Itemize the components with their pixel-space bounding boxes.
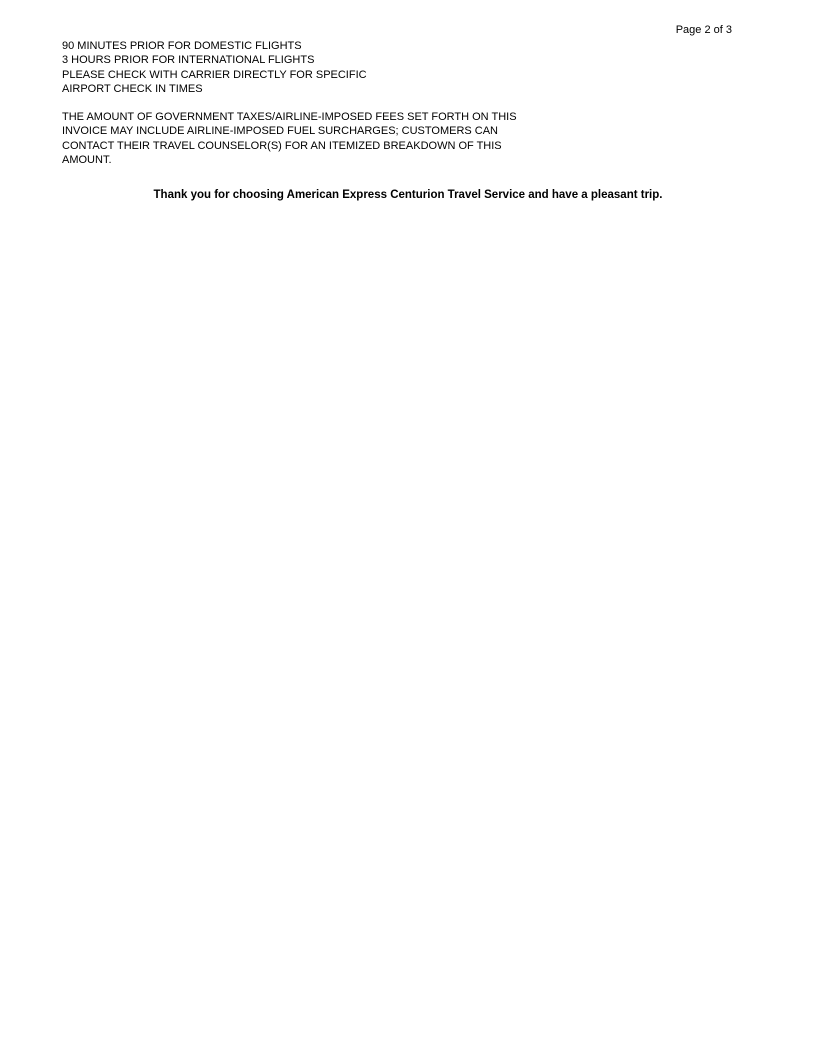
taxes-notice-line: CONTACT THEIR TRAVEL COUNSELOR(S) FOR AN ITEMIZED BREAKDOWN OF THIS [62, 139, 502, 152]
page-number: Page 2 of 3 [675, 24, 732, 36]
taxes-notice-line: INVOICE MAY INCLUDE AIRLINE-IMPOSED FUEL SURCHARGES; CUSTOMERS CAN [62, 125, 499, 138]
taxes-notice-block [62, 110, 517, 167]
check-in-notice-block [62, 39, 367, 96]
closing-message: Thank you for choosing American Express Centurion Travel Service and have a pleasant trip. [153, 189, 663, 201]
check-in-notice-line: 3 HOURS PRIOR FOR INTERNATIONAL FLIGHTS [62, 54, 315, 67]
check-in-notice-line: 90 MINUTES PRIOR FOR DOMESTIC FLIGHTS [62, 40, 302, 52]
taxes-notice-line: AMOUNT. [62, 153, 112, 166]
check-in-notice-line: AIRPORT CHECK IN TIMES [62, 82, 203, 95]
taxes-notice-line: THE AMOUNT OF GOVERNMENT TAXES/AIRLINE-IMPOSED FEES SET FORTH ON THIS [62, 111, 517, 123]
check-in-notice-line: PLEASE CHECK WITH CARRIER DIRECTLY FOR SPECIFIC [62, 68, 367, 81]
